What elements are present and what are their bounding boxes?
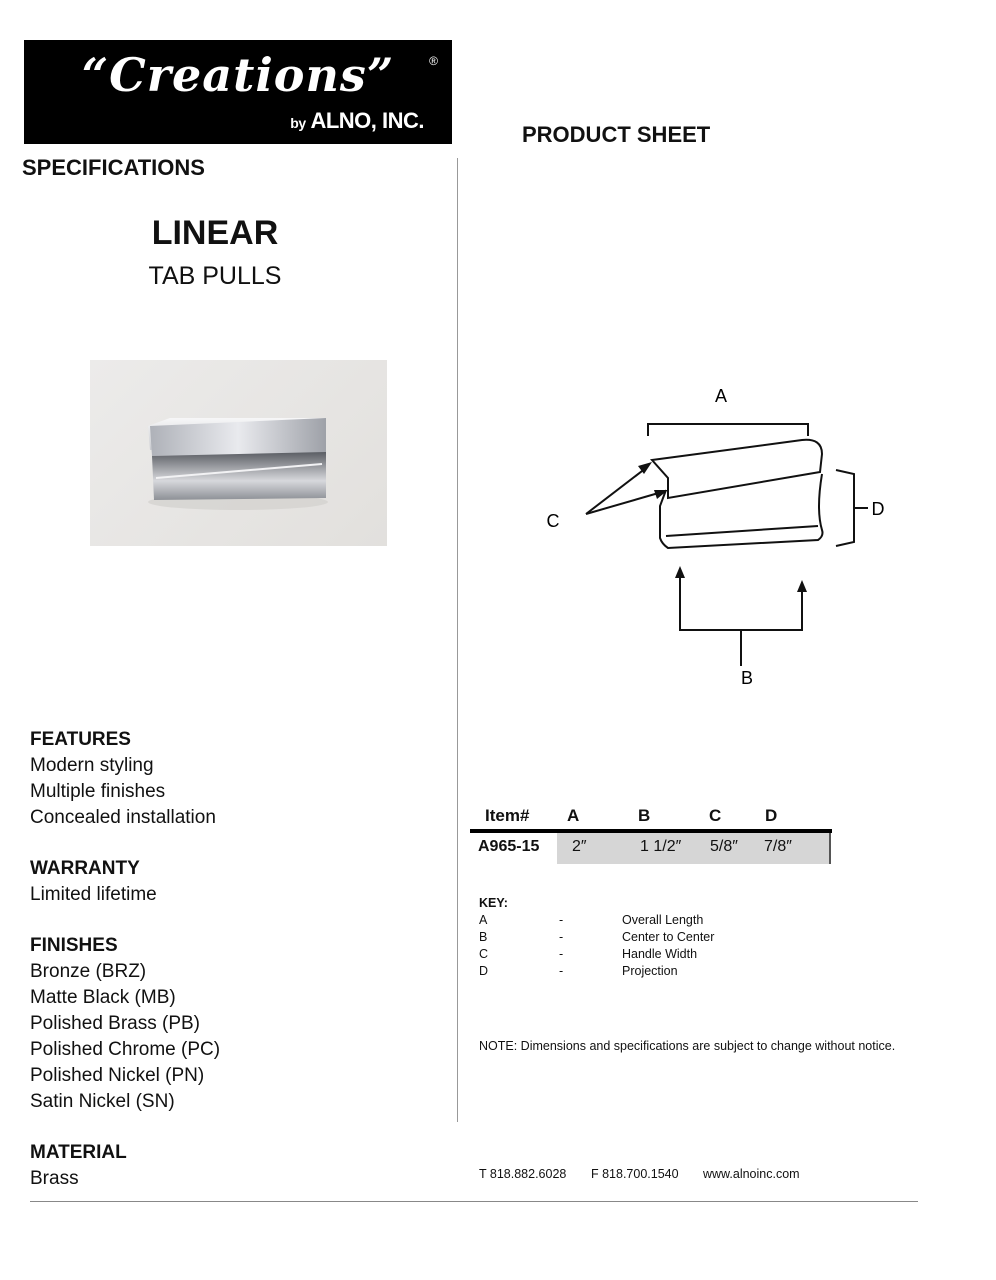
features-item: Multiple finishes [30,781,166,802]
material-item: Brass [30,1168,79,1189]
finishes-section [30,933,220,1115]
key-letters [479,912,488,980]
features-item: Concealed installation [30,807,216,828]
brand-logo [24,40,452,144]
key-desc: Overall Length [622,913,704,927]
finishes-item: Satin Nickel (SN) [30,1091,175,1112]
table-cell-item: A965-15 [478,838,540,855]
table-cell-b: 1 1/2″ [640,838,682,855]
warranty-heading: WARRANTY [30,858,140,879]
finishes-item: Polished Brass (PB) [30,1013,201,1034]
material-section [30,1140,127,1192]
logo-brand-text: “Creations” [81,48,395,102]
warranty-section [30,856,157,908]
tab-pull-image [90,360,387,546]
dimension-label-b: B [740,668,754,688]
specifications-heading: SPECIFICATIONS [22,155,205,180]
finishes-item: Polished Chrome (PC) [30,1039,221,1060]
logo-company-name: ALNO, INC. [310,108,424,133]
dimension-label-c: C [546,511,560,531]
table-header-item: Item# [485,806,530,825]
logo-registered-mark: ® [429,54,438,68]
features-heading: FEATURES [30,729,131,750]
features-item: Modern styling [30,755,154,776]
disclaimer-note: NOTE: Dimensions and specifications are subject to change without notice. [479,1039,896,1053]
finishes-heading: FINISHES [30,935,118,956]
table-header-b: B [638,806,651,825]
key-dash: - [559,964,564,978]
logo-by: by [290,115,306,131]
product-sheet-heading: PRODUCT SHEET [522,122,711,147]
finishes-item: Matte Black (MB) [30,987,176,1008]
material-heading: MATERIAL [30,1142,127,1163]
finishes-item: Polished Nickel (PN) [30,1065,205,1086]
diagram-outline [586,424,868,666]
table-cell-d: 7/8″ [764,838,792,855]
key-desc: Handle Width [622,947,698,961]
table-cell-a: 2″ [572,838,587,855]
product-subtitle: TAB PULLS [148,262,282,290]
contact-website[interactable]: www.alnoinc.com [703,1167,800,1181]
dimension-label-d: D [871,499,885,519]
product-title: LINEAR [151,214,279,252]
table-header-d: D [765,806,778,825]
table-header-c: C [709,806,722,825]
key-letter: B [479,930,488,944]
diagram-arrowheads [638,462,807,592]
finishes-item: Bronze (BRZ) [30,961,147,982]
column-divider [457,158,458,1122]
footer-rule [30,1201,918,1202]
key-dash: - [559,930,564,944]
dimension-diagram [520,380,900,700]
features-section [30,727,216,831]
key-letter: A [479,913,488,927]
key-letter: D [479,964,489,978]
table-cell-c: 5/8″ [710,838,738,855]
logo-company [290,108,424,134]
product-photo [90,360,387,546]
key-letter: C [479,947,489,961]
contact-phone: T 818.882.6028 [479,1167,567,1181]
key-desc: Projection [622,964,678,978]
key-dash: - [559,913,564,927]
table-header-a: A [567,806,580,825]
dimension-label-a: A [714,386,728,406]
key-heading: KEY: [479,896,508,910]
key-descriptions [622,912,714,980]
key-dash: - [559,947,564,961]
warranty-item: Limited lifetime [30,884,157,905]
key-desc: Center to Center [622,930,715,944]
contact-fax: F 818.700.1540 [591,1167,679,1181]
key-dashes [559,912,563,980]
